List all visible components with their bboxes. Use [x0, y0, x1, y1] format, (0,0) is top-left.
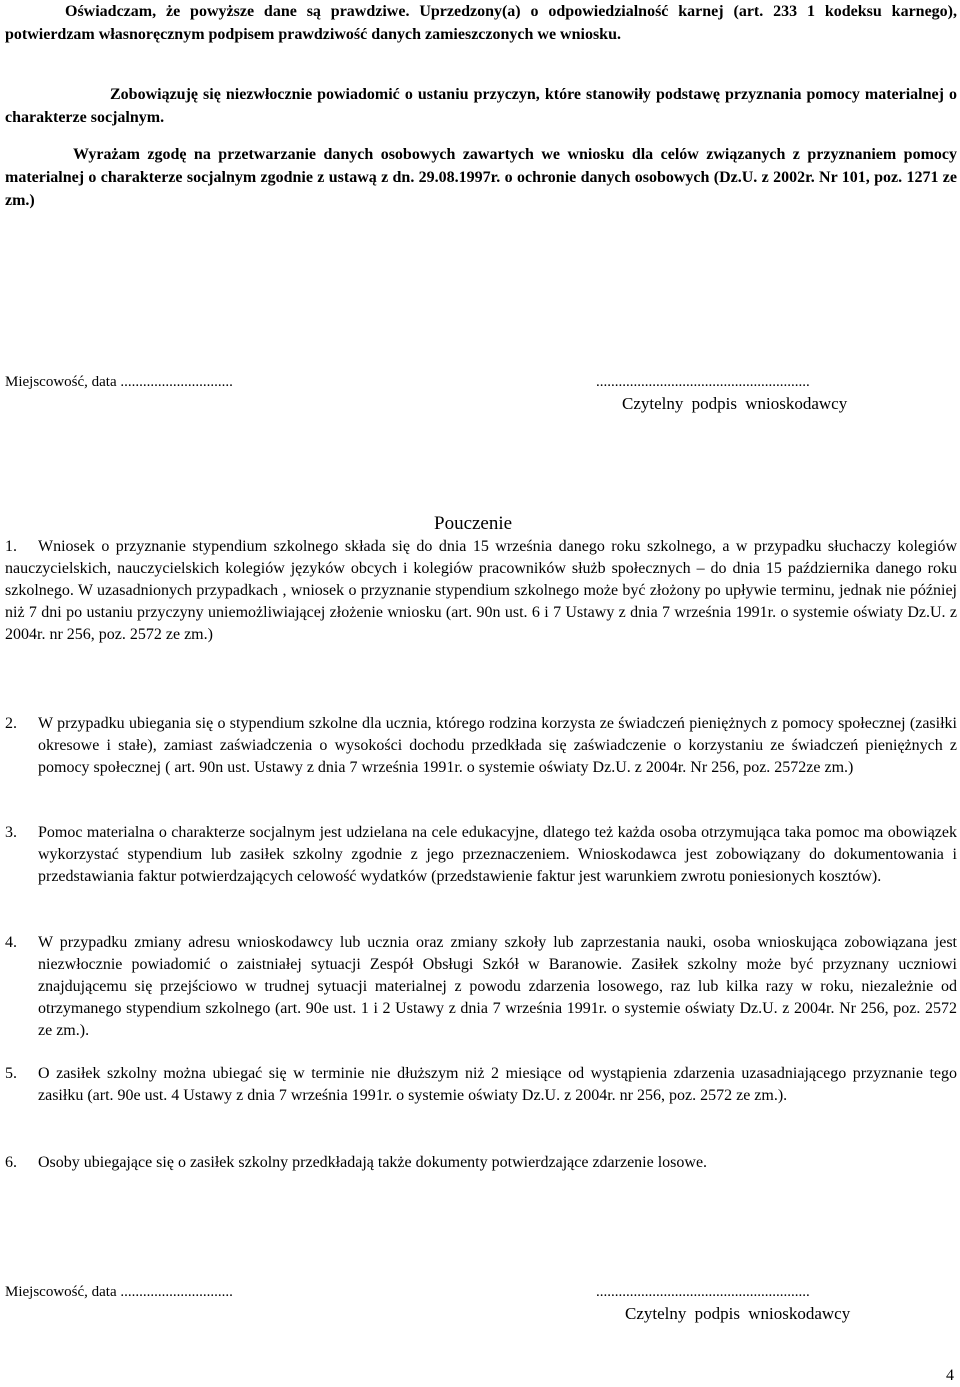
- item-number: 1.: [5, 538, 17, 555]
- declaration-notify: Zobowiązuję się niezwłocznie powiadomić o ustaniu przyczyn, które stanowiły podstawę przyznania pomocy materialnej o charakterze socjalnym.: [5, 86, 957, 126]
- item-text: O zasiłek szkolny można ubiegać się w terminie nie dłuższym niż 2 miesiące od wystąpienia zdarzenia uzasadniającego przyznanie tego zasiłku (art. 90e ust. 4 Ustawy z dnia 7 września 1991r. o systemie oświaty Dz.U. z 2004r. nr 256, poz. 2572 ze zm.).: [38, 1065, 957, 1104]
- item-number: 5.: [5, 1065, 17, 1082]
- item-number: 6.: [5, 1154, 17, 1171]
- item-number: 3.: [5, 824, 17, 841]
- signature-line-bottom: .........................................................: [596, 1284, 810, 1300]
- item-number: 4.: [5, 934, 17, 951]
- instruction-item: [5, 1152, 957, 1174]
- instructions-heading: Pouczenie: [434, 513, 513, 534]
- item-text: W przypadku ubiegania się o stypendium szkolne dla ucznia, którego rodzina korzysta ze świadczeń pieniężnych z pomocy społecznej (zasiłki okresowe i stałe), zamiast zaświadczenia o wysokości dochodu przedkłada się zaświadczenie o korzystaniu ze świadczeń pieniężnych z pomocy społecznej ( art. 90n ust. Ustawy z dnia 7 września 1991r. o systemie oświaty Dz.U. z 2004r. Nr 256, poz. 2572ze zm.): [38, 715, 957, 776]
- place-date-field-top: Miejscowość, data ..............................: [5, 374, 233, 390]
- page-number: 4: [946, 1367, 954, 1384]
- item-text: W przypadku zmiany adresu wnioskodawcy lub ucznia oraz zmiany szkoły lub zaprzestania nauki, osoba wnioskująca zobowiązana jest niezwłocznie powiadomić o zaistniałej sytuacji Zespół Obsługi Szkół w Baranowie. Zasiłek szkolny może być przyznany uczniowi znajdującemu się przejściowo w trudnej sytuacji materialnej z powodu zdarzenia losowego, raz lub kilka razy w roku, niezależnie od otrzymanego stypendium szkolnego (art. 90e ust. 1 i 2 Ustawy z dnia 7 września 1991r. o systemie oświaty Dz.U. z 2004r. Nr 256, poz. 2572 ze zm.).: [38, 934, 957, 1039]
- instruction-item: [5, 536, 957, 646]
- item-text: Wniosek o przyznanie stypendium szkolnego składa się do dnia 15 września danego roku szkolnego, a w przypadku słuchaczy kolegiów nauczycielskich, nauczycielskich kolegiów języków obcych i kolegiów pracowników służb społecznych – do dnia 15 października danego roku szkolnego. W uzasadnionych przypadkach , wniosek o przyznanie stypendium szkolnego może być złożony po upływie terminu, jednak nie później niż 7 dni po ustaniu przyczyny uniemożliwiającej złożenie wniosku (art. 90n ust. 6 i 7 Ustawy z dnia 7 września 1991r. o systemie oświaty Dz.U. z 2004r. nr 256, poz. 2572 ze zm.): [5, 538, 957, 643]
- instruction-item: [5, 932, 957, 1042]
- signature-line-top: .........................................................: [596, 374, 810, 390]
- item-text: Osoby ubiegające się o zasiłek szkolny przedkładają także dokumenty potwierdzające zdarzenie losowe.: [38, 1154, 708, 1171]
- declaration-data-consent: Wyrażam zgodę na przetwarzanie danych osobowych zawartych we wniosku dla celów związanych z przyznaniem pomocy materialnej o charakterze socjalnym zgodnie z ustawą z dn. 29.08.1997r. o ochronie danych osobowych (Dz.U. z 2002r. Nr 101, poz. 1271 ze zm.): [5, 146, 957, 209]
- item-text: Pomoc materialna o charakterze socjalnym jest udzielana na cele edukacyjne, dlatego też każda osoba otrzymująca taka pomoc ma obowiązek wykorzystać stypendium lub zasiłek szkolny zgodnie z jego przeznaczeniem. Wnioskodawca jest zobowiązany do dokumentowania i przedstawiania faktur potwierdzających celowość wydatków (przedstawienie faktur jest warunkiem zwrotu poniesionych kosztów).: [38, 824, 957, 885]
- place-date-field-bottom: Miejscowość, data ..............................: [5, 1284, 233, 1300]
- instruction-item: [5, 1063, 957, 1107]
- declaration-truthfulness: Oświadczam, że powyższe dane są prawdziwe. Uprzedzony(a) o odpowiedzialność karnej (art. 233 1 kodeksu karnego), potwierdzam własnoręcznym podpisem prawdziwość danych zamieszczonych we wniosku.: [5, 3, 957, 43]
- item-number: 2.: [5, 715, 17, 732]
- signature-caption-bottom: Czytelny podpis wnioskodawcy: [625, 1304, 851, 1323]
- instruction-item: [5, 822, 957, 888]
- signature-caption-top: Czytelny podpis wnioskodawcy: [622, 394, 848, 413]
- instruction-item: [5, 713, 957, 779]
